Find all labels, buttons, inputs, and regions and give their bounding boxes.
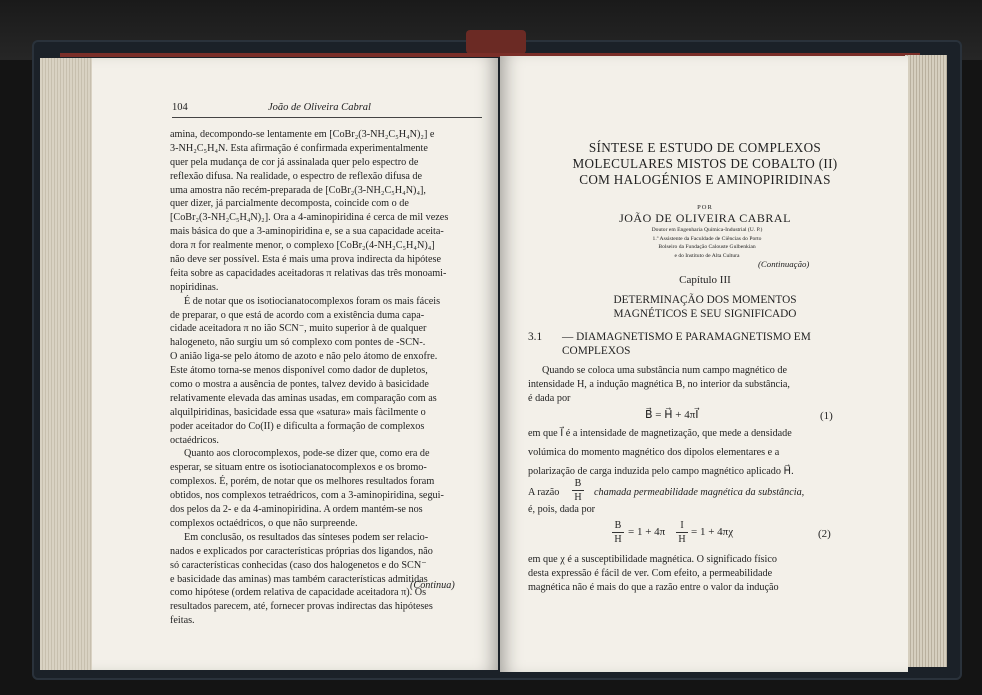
text-line: nados e explicados por características próprias dos ligandos, não xyxy=(170,545,433,557)
text-line: octaédricos. xyxy=(170,434,219,446)
text-line: amina, decompondo-se lentamente em [CoBr₂(3-NH₂C₅H₄N)₂] e xyxy=(170,129,435,140)
text-line: em que I⃗ é a intensidade de magnetização, que mede a densidade xyxy=(528,428,792,439)
text-line: complexos. É, porém, de notar que os melhores resultados foram xyxy=(170,476,435,488)
continuacao-note: (Continuação) xyxy=(758,259,810,269)
fraction-bar xyxy=(676,532,688,533)
page-number: 104 xyxy=(172,102,188,113)
fraction-numerator: B xyxy=(574,478,582,489)
article-title xyxy=(540,140,870,188)
chapter-title-line: DETERMINAÇÃO DOS MOMENTOS xyxy=(613,294,797,306)
text-line: como hipótese (ordem relativa de capacidade aceitadora π). Os xyxy=(170,587,427,599)
section-title-line: COMPLEXOS xyxy=(562,345,631,357)
text-line: polarização de carga induzida pelo campo magnético aplicado H⃗. xyxy=(528,466,794,477)
equation-2-number: (2) xyxy=(818,528,831,540)
author-affiliation xyxy=(592,226,822,260)
book-spine xyxy=(466,30,526,54)
fraction-denominator: H xyxy=(614,534,622,545)
text-line: de preparar, o que está de acordo com a existência duma capa- xyxy=(170,309,425,321)
equation-2-part: = 1 + 4πχ xyxy=(691,526,734,538)
fraction-bar xyxy=(612,532,624,533)
text-line: Este átomo torna-se menos disponível como dador de dupletos, xyxy=(170,365,428,377)
by-line: POR xyxy=(697,204,713,211)
fraction-denominator: H xyxy=(678,534,686,545)
affiliation-line: e do Instituto de Alta Cultura xyxy=(674,252,740,259)
title-line: COM HALOGÉNIOS E AMINOPIRIDINAS xyxy=(579,172,831,187)
text-line: é, pois, dada por xyxy=(528,504,596,515)
text-line: chamada permeabilidade magnética da substância, xyxy=(594,487,805,498)
continua-note: (Continua) xyxy=(410,580,455,591)
text-line: volúmica do momento magnético dos dipolos elementares e a xyxy=(528,447,780,458)
text-line: Quando se coloca uma substância num campo magnético de xyxy=(542,365,787,376)
text-line: em que χ é a susceptibilidade magnética. O significado físico xyxy=(528,554,777,565)
author-name: JOÃO DE OLIVEIRA CABRAL xyxy=(619,211,791,225)
text-line: só características conhecidas (caso dos halogenetos e do SCN⁻ xyxy=(170,559,427,571)
title-line: SÍNTESE E ESTUDO DE COMPLEXOS xyxy=(588,140,822,155)
chapter-label: Capítulo III xyxy=(679,274,731,286)
text-line: A razão xyxy=(528,487,560,498)
text-line: quer pela mudança de cor já assinalada quer pelo espectro de xyxy=(170,156,419,168)
section-heading xyxy=(528,330,878,358)
text-line: dora π for realmente menor, o complexo [CoBr₂(4-NH₂C₅H₄N)₄] xyxy=(170,240,435,252)
text-line: como o mostra a ausência de pontes, talvez devido à basicidade xyxy=(170,379,429,391)
text-line: 3-NH₂C₅H₄N. Esta afirmação é confirmada experimentalmente xyxy=(170,142,428,154)
affiliation-line: 1.º Assistente da Faculdade de Ciências do Porto xyxy=(652,235,762,242)
text-line: relativamente elevada das aminas usadas, em comparação com as xyxy=(170,392,437,404)
text-line: O anião liga-se pelo átomo de azoto e não pelo átomo de enxofre. xyxy=(170,351,438,363)
fraction-denominator: H xyxy=(574,492,582,503)
chapter-title xyxy=(540,294,870,321)
text-line: cidade aceitadora π no ião SCN⁻, muito superior à de qualquer xyxy=(170,323,427,335)
text-line: é dada por xyxy=(528,393,571,404)
text-line: nopiridinas. xyxy=(170,281,219,293)
running-title: João de Oliveira Cabral xyxy=(268,102,371,113)
text-line: feita sobre as capacidades aceitadoras π relativas das três monoami- xyxy=(170,267,447,279)
fraction-numerator: B xyxy=(614,520,622,531)
text-line: complexos octaédricos, o que não surpreende. xyxy=(170,517,358,529)
chapter-title-line: MAGNÉTICOS E SEU SIGNIFICADO xyxy=(613,307,797,320)
text-line: poder aceitador do Co(II) e dificulta a formação de complexos xyxy=(170,420,425,432)
text-line: quer dizer, já parcialmente decomposta, coincide com o de xyxy=(170,198,409,210)
left-body-text xyxy=(170,128,467,628)
text-line: alquilpiridinas, basicidade essa que «satura» mais fàcilmente o xyxy=(170,406,426,418)
text-line: obtidos, nos complexos tetraédricos, com a 3-aminopiridina, segui- xyxy=(170,490,444,502)
fraction-numerator: I xyxy=(680,520,684,531)
text-line: magnética não é mais do que a razão entre o valor da indução xyxy=(528,582,779,593)
page-stack-right xyxy=(905,55,947,667)
left-page xyxy=(92,58,498,670)
text-line: e basicidade das aminas) mas também características admitidas xyxy=(170,573,428,585)
affiliation-line: Doutor em Engenharia Química-Industrial (U. P.) xyxy=(651,227,763,233)
text-line: esperar, se situam entre os isotiocianatocomplexos e os bromo- xyxy=(170,462,427,474)
affiliation-line: Bolseiro da Fundação Calouste Gulbenkian xyxy=(658,244,756,251)
text-line: resultados parecem, até, fornecer provas indirectas das hipóteses xyxy=(170,601,433,613)
equation-1-number: (1) xyxy=(820,410,833,422)
text-line: não deve ser possível. Esta é mais uma prova indirecta da hipótese xyxy=(170,254,442,266)
fraction-bar xyxy=(572,490,584,491)
section-number: 3.1 xyxy=(528,331,543,343)
equation-2-part: = 1 + 4π xyxy=(628,526,666,538)
text-line: feitas. xyxy=(170,615,195,627)
text-line: [CoBr₂(3-NH₂C₅H₄N)₂]. Ora a 4-aminopiridina é cerca de mil vezes xyxy=(170,212,449,224)
section-title-line: — DIAMAGNETISMO E PARAMAGNETISMO EM xyxy=(562,331,811,343)
text-line: mais básica do que a 3-aminopiridina e, se a sua capacidade aceita- xyxy=(170,226,444,238)
title-line: MOLECULARES MISTOS DE COBALTO (II) xyxy=(572,156,838,171)
right-page xyxy=(500,56,908,672)
text-line: É de notar que os isotiocianatocomplexos foram os mais fáceis xyxy=(184,295,441,307)
page-stack-left xyxy=(40,58,98,670)
text-line: Em conclusão, os resultados das sínteses podem ser relacio- xyxy=(184,531,429,543)
equation-1: B⃗ = H⃗ + 4πI⃗ xyxy=(645,409,699,421)
text-line: dos pelos da 2- e da 4-aminopiridina. A ordem mantém-se nos xyxy=(170,504,423,516)
text-line: halogeneto, não surgiu um só complexo com pontes de -SCN-. xyxy=(170,337,426,349)
running-head xyxy=(172,102,482,118)
text-line: desta expressão é fácil de ver. Com efeito, a permeabilidade xyxy=(528,568,773,579)
text-line: Quanto aos clorocomplexos, pode-se dizer que, como era de xyxy=(184,448,430,460)
text-line: uma amostra não recém-preparada de [CoBr₂(3-NH₂C₅H₄N)₄], xyxy=(170,184,426,196)
text-line: intensidade H, a indução magnética B, no interior da substância, xyxy=(528,379,790,390)
text-line: reflexão difusa. Na realidade, o espectro de reflexão difusa de xyxy=(170,170,423,182)
